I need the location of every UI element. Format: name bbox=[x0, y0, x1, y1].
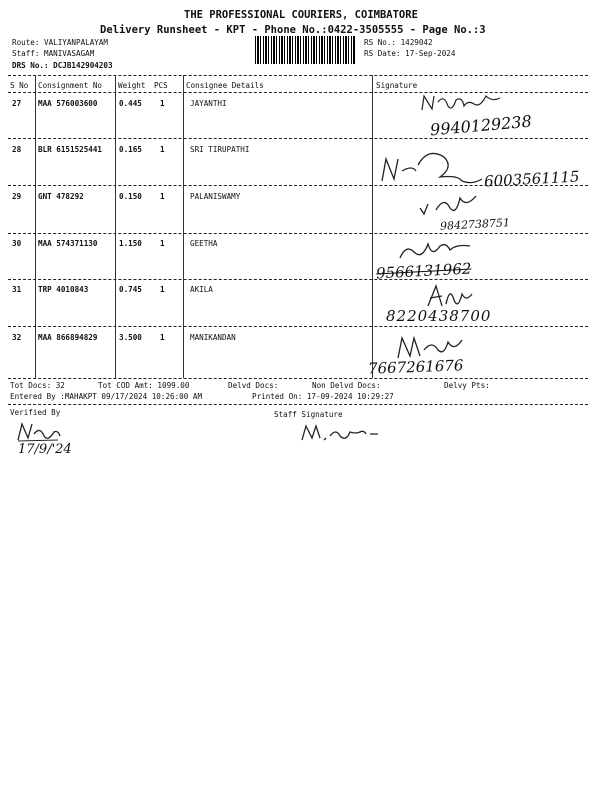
row-rule bbox=[8, 138, 588, 139]
col-divider bbox=[372, 75, 373, 378]
row-consignee: AKILA bbox=[190, 285, 213, 294]
row-consignee: SRI TIRUPATHI bbox=[190, 145, 250, 154]
footer-rule bbox=[8, 404, 588, 405]
col-pcs-header: PCS bbox=[154, 81, 168, 90]
staff-signature-label: Staff Signature bbox=[274, 410, 343, 419]
recipient-phone: 9566131962 bbox=[375, 259, 472, 283]
col-divider bbox=[115, 75, 116, 378]
delivery-points: Delvy Pts: bbox=[444, 381, 490, 390]
recipient-phone: 6003561115 bbox=[483, 167, 580, 191]
row-weight: 1.150 bbox=[119, 239, 142, 248]
col-consignment-header: Consignment No bbox=[38, 81, 103, 90]
printed-on: Printed On: 17-09-2024 10:29:27 bbox=[252, 392, 394, 401]
row-pcs: 1 bbox=[160, 192, 165, 201]
delivered-docs: Delvd Docs: bbox=[228, 381, 279, 390]
runsheet-subtitle: Delivery Runsheet - KPT - Phone No.:0422-3505555 - Page No.:3 bbox=[100, 24, 486, 36]
company-title: THE PROFESSIONAL COURIERS, COIMBATORE bbox=[184, 9, 418, 21]
barcode-image bbox=[255, 36, 355, 64]
verified-by-label: Verified By bbox=[10, 408, 61, 417]
total-docs: Tot Docs: 32 bbox=[10, 381, 65, 390]
rs-number: RS No.: 1429042 bbox=[364, 38, 433, 47]
row-pcs: 1 bbox=[160, 333, 165, 342]
col-weight-header: Weight bbox=[118, 81, 146, 90]
non-delivered-docs: Non Delvd Docs: bbox=[312, 381, 381, 390]
row-rule bbox=[8, 326, 588, 327]
entered-by: Entered By :MAHAKPT 09/17/2024 10:26:00 AM bbox=[10, 392, 203, 401]
col-sno-header: S No bbox=[10, 81, 29, 90]
row-rule bbox=[8, 233, 588, 234]
row-pcs: 1 bbox=[160, 145, 165, 154]
row-sno: 30 bbox=[12, 239, 22, 248]
rs-date: RS Date: 17-Sep-2024 bbox=[364, 49, 456, 58]
row-weight: 0.445 bbox=[119, 99, 142, 108]
recipient-phone: 9842738751 bbox=[439, 216, 511, 233]
row-consignee: MANIKANDAN bbox=[190, 333, 236, 342]
staff-label: Staff: MANIVASAGAM bbox=[12, 49, 95, 58]
row-weight: 0.165 bbox=[119, 145, 142, 154]
row-consignee: JAYANTHI bbox=[190, 99, 227, 108]
row-consignment: MAA 866894829 bbox=[38, 333, 98, 342]
drs-number: DRS No.: DCJB142904203 bbox=[12, 61, 113, 70]
route-label: Route: VALIYANPALAYAM bbox=[12, 38, 109, 47]
col-divider bbox=[183, 75, 184, 378]
recipient-phone: 9940129238 bbox=[429, 111, 533, 140]
row-weight: 0.150 bbox=[119, 192, 142, 201]
table-bottom-rule bbox=[8, 378, 588, 379]
row-consignment: TRP 4010843 bbox=[38, 285, 89, 294]
row-consignee: GEETHA bbox=[190, 239, 218, 248]
col-consignee-header: Consignee Details bbox=[186, 81, 264, 90]
row-sno: 31 bbox=[12, 285, 22, 294]
row-pcs: 1 bbox=[160, 239, 165, 248]
row-sno: 28 bbox=[12, 145, 22, 154]
row-weight: 0.745 bbox=[119, 285, 142, 294]
row-consignment: MAA 574371130 bbox=[38, 239, 98, 248]
verifier-date: 17/9/'24 bbox=[18, 442, 72, 457]
row-consignment: BLR 6151525441 bbox=[38, 145, 103, 154]
staff-signature bbox=[300, 422, 380, 448]
col-divider bbox=[35, 75, 36, 378]
row-consignment: GNT 478292 bbox=[38, 192, 84, 201]
total-cod-amount: Tot COD Amt: 1099.00 bbox=[98, 381, 190, 390]
row-sno: 32 bbox=[12, 333, 22, 342]
row-sno: 29 bbox=[12, 192, 22, 201]
recipient-phone: 8220438700 bbox=[386, 307, 492, 325]
row-sno: 27 bbox=[12, 99, 22, 108]
row-consignment: MAA 576003600 bbox=[38, 99, 98, 108]
table-top-rule bbox=[8, 75, 588, 76]
recipient-phone: 7667261676 bbox=[367, 356, 464, 378]
signature-sri-tirupathi bbox=[378, 145, 488, 189]
col-signature-header: Signature bbox=[376, 81, 418, 90]
row-weight: 3.500 bbox=[119, 333, 142, 342]
row-consignee: PALANISWAMY bbox=[190, 192, 241, 201]
row-rule bbox=[8, 279, 588, 280]
row-pcs: 1 bbox=[160, 99, 165, 108]
row-pcs: 1 bbox=[160, 285, 165, 294]
